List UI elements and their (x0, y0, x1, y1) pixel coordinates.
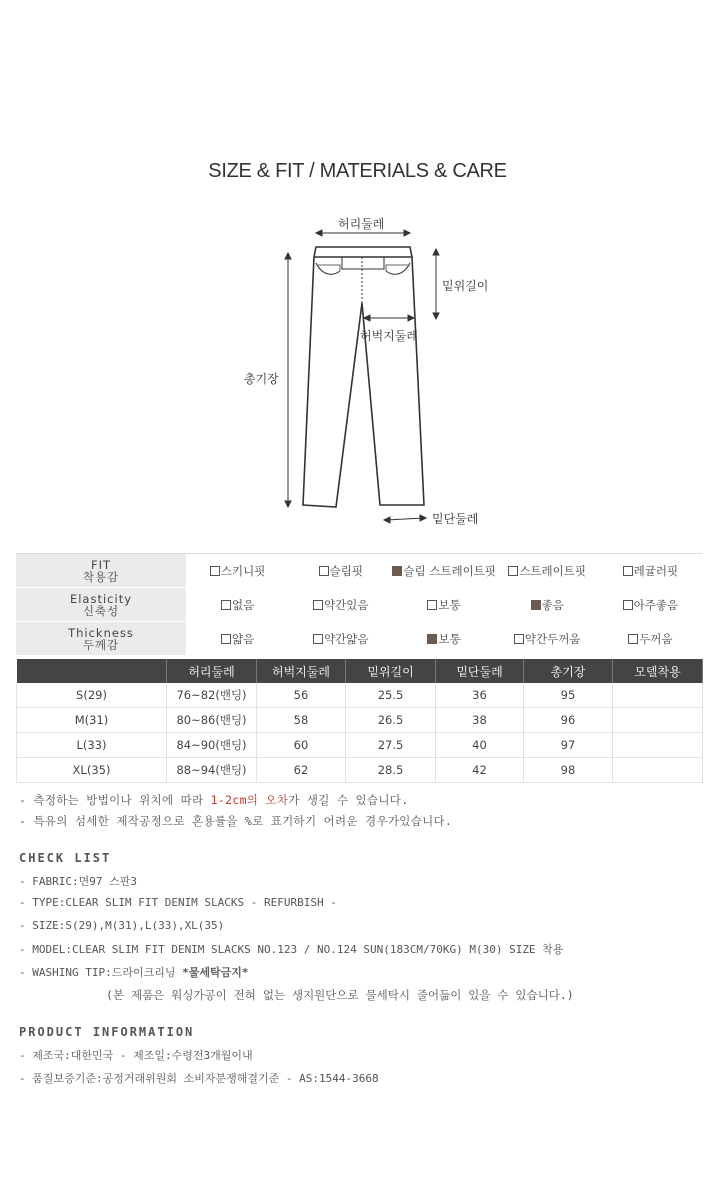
size-cell: XL(35) (17, 758, 167, 783)
label-rise: 밑위길이 (442, 279, 489, 293)
size-cell: 98 (524, 758, 613, 783)
attribute-row (16, 622, 702, 656)
note-blend-ratio: - 특유의 섬세한 제작공정으로 혼용률을 %로 표기하기 어려운 경우가있습니다. (19, 814, 453, 828)
size-cell: 80~86(밴딩) (167, 708, 257, 733)
product-info-heading: PRODUCT INFORMATION (19, 1025, 195, 1039)
size-cell: M(31) (17, 708, 167, 733)
attribute-option (186, 554, 289, 588)
table-row (17, 683, 703, 708)
attribute-head-en: Elasticity (69, 591, 133, 606)
attribute-head (16, 622, 186, 656)
size-cell: 58 (257, 708, 346, 733)
unchecked-box-icon (221, 634, 231, 644)
label-waist: 허리둘레 (338, 217, 385, 231)
check-model: - MODEL:CLEAR SLIM FIT DENIM SLACKS NO.123 / NO.124 SUN(183CM/70KG) M(30) SIZE 착용 (19, 943, 564, 956)
size-cell (613, 708, 703, 733)
pants-illustration (303, 247, 424, 507)
attribute-option-label: 슬림 스트레이트핏 (403, 563, 496, 578)
size-cell: 84~90(밴딩) (167, 733, 257, 758)
unchecked-box-icon (319, 566, 329, 576)
size-table (16, 659, 703, 783)
attribute-option (599, 622, 702, 656)
washing-note: (본 제품은 워싱가공이 전혀 없는 생지원단으로 물세탁시 줄어듦이 있을 수 있습니다.) (106, 988, 574, 1002)
size-cell: 28.5 (346, 758, 436, 783)
pants-diagram (0, 205, 715, 535)
attribute-option-label: 약간있음 (324, 597, 369, 612)
size-cell: 62 (257, 758, 346, 783)
note-highlight: 1-2cm의 오차 (210, 793, 289, 807)
table-row (17, 733, 703, 758)
unchecked-box-icon (313, 600, 323, 610)
size-cell: 42 (436, 758, 524, 783)
attribute-head (16, 554, 186, 588)
attribute-option (599, 554, 702, 588)
check-size: - SIZE:S(29),M(31),L(33),XL(35) (19, 919, 225, 932)
check-washing (19, 964, 248, 980)
attribute-option (599, 588, 702, 622)
attribute-option-label: 없음 (231, 597, 255, 612)
note-text: 가 생길 수 있습니다. (288, 793, 409, 807)
checked-box-icon (392, 566, 402, 576)
size-cell: 26.5 (346, 708, 436, 733)
size-cell (613, 733, 703, 758)
size-cell: 97 (524, 733, 613, 758)
size-header-cell: 모델착용 (613, 659, 703, 683)
label-hem: 밑단둘레 (432, 512, 479, 526)
attribute-option (496, 554, 599, 588)
size-header-cell: 총기장 (524, 659, 613, 683)
attribute-option (496, 622, 599, 656)
check-list-heading: CHECK LIST (19, 851, 112, 865)
attribute-option (289, 622, 392, 656)
attribute-option-label: 보통 (438, 631, 461, 646)
washing-warning: *물세탁금지* (182, 966, 249, 979)
attribute-option-label: 스키니핏 (220, 563, 266, 578)
attribute-row (16, 588, 702, 622)
size-cell: 25.5 (346, 683, 436, 708)
size-header-cell (17, 659, 167, 683)
unchecked-box-icon (508, 566, 518, 576)
unchecked-box-icon (628, 634, 638, 644)
checked-box-icon (531, 600, 541, 610)
size-cell: 40 (436, 733, 524, 758)
size-header-cell: 밑단둘레 (436, 659, 524, 683)
unchecked-box-icon (623, 566, 633, 576)
product-origin: - 제조국:대한민국 - 제조일:수령전3개월이내 (19, 1049, 253, 1062)
size-header-cell: 밑위길이 (346, 659, 436, 683)
page-title: SIZE & FIT / MATERIALS & CARE (208, 160, 507, 182)
note-error-margin (19, 792, 408, 808)
attribute-head-ko: 착용감 (82, 569, 120, 584)
table-row (17, 708, 703, 733)
attribute-option-label: 스트레이트핏 (519, 563, 586, 578)
attribute-option-label: 보통 (438, 597, 461, 612)
attribute-option-label: 약간얇음 (324, 631, 369, 646)
size-header-cell: 허벅지둘레 (257, 659, 346, 683)
size-cell: 56 (257, 683, 346, 708)
attribute-option-label: 얇음 (231, 631, 255, 646)
unchecked-box-icon (514, 634, 524, 644)
size-cell (613, 758, 703, 783)
size-cell: 36 (436, 683, 524, 708)
size-cell: L(33) (17, 733, 167, 758)
attribute-option (289, 588, 392, 622)
unchecked-box-icon (427, 600, 437, 610)
size-cell: 76~82(밴딩) (167, 683, 257, 708)
attribute-head-en: FIT (90, 557, 112, 572)
unchecked-box-icon (623, 600, 633, 610)
unchecked-box-icon (313, 634, 323, 644)
attribute-option (496, 588, 599, 622)
size-cell: 88~94(밴딩) (167, 758, 257, 783)
attribute-option-label: 아주좋음 (633, 597, 679, 612)
unchecked-box-icon (221, 600, 231, 610)
size-header-cell: 허리둘레 (167, 659, 257, 683)
label-length: 총기장 (244, 372, 279, 386)
attribute-option-label: 두꺼움 (639, 631, 673, 646)
size-cell: 60 (257, 733, 346, 758)
attribute-option-label: 슬림핏 (329, 563, 363, 578)
table-row (17, 758, 703, 783)
attribute-option (186, 588, 289, 622)
attribute-option-label: 레귤러핏 (633, 563, 679, 578)
attribute-head-en: Thickness (68, 625, 134, 640)
size-cell: 38 (436, 708, 524, 733)
checked-box-icon (427, 634, 437, 644)
attribute-head-ko: 신축성 (82, 603, 120, 618)
attribute-option (289, 554, 392, 588)
unchecked-box-icon (210, 566, 220, 576)
size-cell: S(29) (17, 683, 167, 708)
attribute-option-label: 약간두꺼움 (524, 631, 581, 646)
attribute-option (392, 622, 495, 656)
attribute-head-ko: 두께감 (82, 637, 120, 652)
check-type: - TYPE:CLEAR SLIM FIT DENIM SLACKS - REFURBISH - (19, 896, 337, 909)
label-thigh: 허벅지둘레 (360, 329, 418, 343)
size-cell: 96 (524, 708, 613, 733)
size-cell: 95 (524, 683, 613, 708)
washing-text: - WASHING TIP:드라이크리닝 (19, 966, 183, 979)
attribute-option-label: 좋음 (541, 597, 564, 612)
size-cell (613, 683, 703, 708)
attribute-table (16, 553, 702, 656)
attribute-option (392, 588, 495, 622)
attribute-option (186, 622, 289, 656)
attribute-row (16, 554, 702, 588)
attribute-option (392, 554, 495, 588)
size-cell: 27.5 (346, 733, 436, 758)
note-text: - 측정하는 방법이나 위치에 따라 (19, 793, 211, 807)
check-fabric: - FABRIC:면97 스판3 (19, 875, 137, 888)
attribute-head (16, 588, 186, 622)
product-warranty: - 품질보증기준:공정거래위원회 소비자분쟁해결기준 - AS:1544-3668 (19, 1072, 379, 1085)
